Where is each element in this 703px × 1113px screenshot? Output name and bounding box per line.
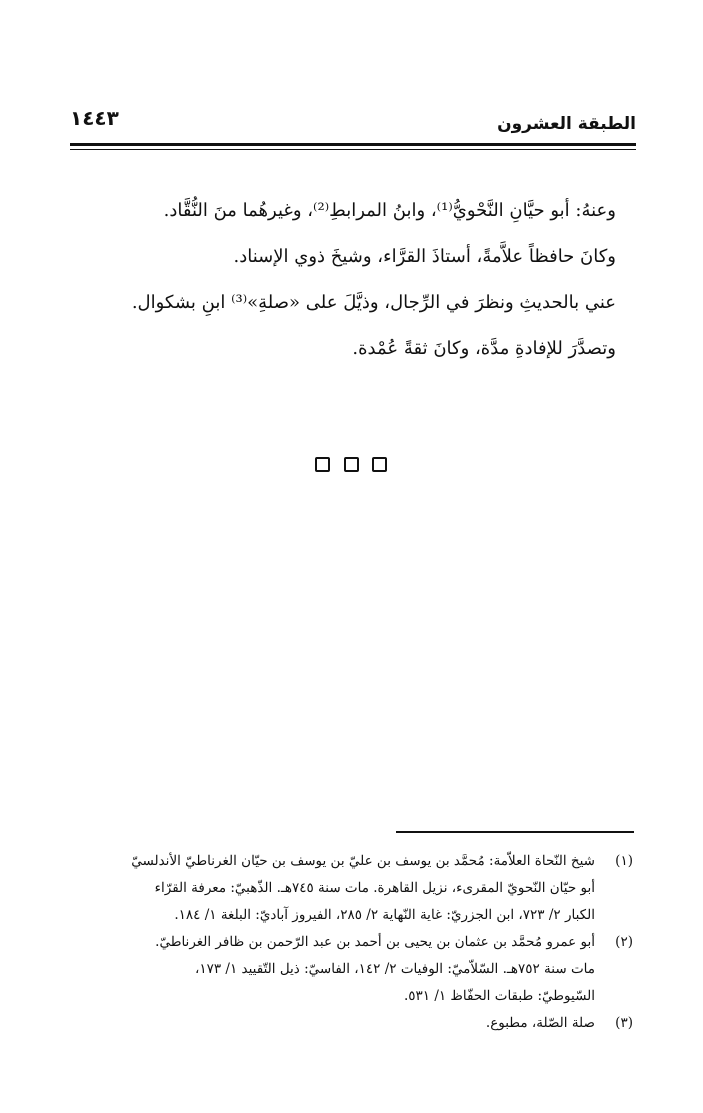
footnote-line: أبو حيّان النّحويّ المقرىء، نزيل القاهرة. مات سنة ٧٤٥هـ. الذّهبيّ: معرفة القرّاء bbox=[154, 880, 595, 896]
text-line: وكانَ حافظاً علاَّمةً، أستاذَ القرَّاء، وشيخَ ذوي الإسناد. bbox=[233, 246, 616, 267]
footnote-line: الكبار ٢/ ٧٢٣، ابن الجزريّ: غاية النّهاية ٢/ ٢٨٥، الفيروز آباديّ: البلغة ١/ ١٨٤. bbox=[174, 907, 595, 923]
header-rule-thin bbox=[70, 149, 636, 150]
footnote-number: (٣) bbox=[615, 1015, 633, 1031]
page-number: ١٤٤٣ bbox=[70, 106, 119, 130]
footnote-line: مات سنة ٧٥٢هـ. السّلاّميّ: الوفيات ٢/ ١٤٢، الفاسيّ: ذيل التّقييد ١/ ١٧٣، bbox=[195, 961, 595, 977]
chapter-title: الطبقة العشرون bbox=[497, 114, 636, 134]
footnote-1 bbox=[67, 848, 633, 929]
footnote-line: السّيوطيّ: طبقات الحفّاظ ١/ ٥٣١. bbox=[403, 988, 595, 1004]
section-separator bbox=[315, 457, 387, 475]
header-rule-thick bbox=[70, 143, 636, 146]
footnote-number: (٢) bbox=[615, 934, 633, 950]
text-line: وتصدَّرَ للإفادةِ مدَّة، وكانَ ثقةً عُمْدة. bbox=[352, 338, 616, 359]
footnotes bbox=[67, 848, 633, 1037]
footnote-number: (١) bbox=[615, 853, 633, 869]
separator-square bbox=[344, 457, 359, 472]
footnote-line: صلة الصّلة، مطبوع. bbox=[485, 1015, 595, 1031]
main-text bbox=[116, 188, 616, 372]
footnote-line: أبو عمرو مُحمَّد بن عثمان بن يحيى بن أحمد بن عبد الرّحمن بن ظافر الغرناطيّ. bbox=[155, 934, 595, 950]
footnote-rule bbox=[396, 831, 634, 833]
text-line: وعنهُ: أبو حيَّانِ النَّحْويُّ⁽¹⁾، وابنُ المرابطِ⁽²⁾، وغيرهُما منَ النُّقَّاد. bbox=[163, 200, 616, 221]
separator-square bbox=[315, 457, 330, 472]
footnote-2 bbox=[67, 929, 633, 1010]
running-header bbox=[70, 102, 636, 138]
footnote-line: شيخ النّحاة العلاّمة: مُحمَّد بن يوسف بن عليّ بن يوسف بن حيّان الغرناطيّ الأندلسيّ bbox=[131, 853, 595, 869]
footnote-3 bbox=[67, 1010, 633, 1037]
separator-square bbox=[372, 457, 387, 472]
text-line: عني بالحديثِ ونظرَ في الرِّجال، وذيَّلَ على «صلةِ»⁽³⁾ ابنِ بشكوال. bbox=[131, 292, 616, 313]
